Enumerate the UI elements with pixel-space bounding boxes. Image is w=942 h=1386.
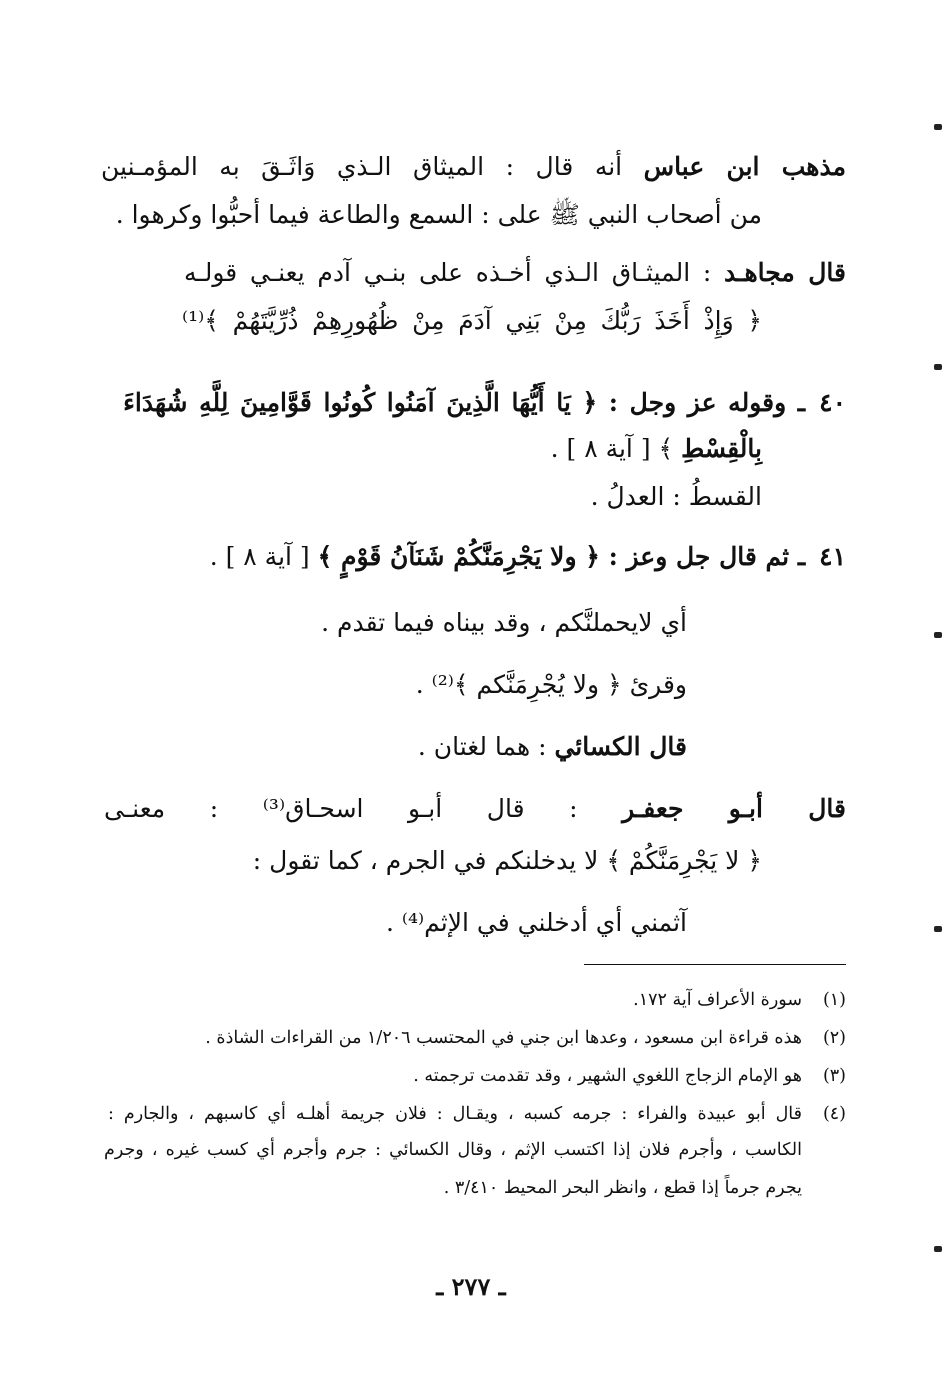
scan-edge-mark <box>934 364 942 370</box>
footnote-text: هذه قراءة ابن مسعود ، وعدها ابن جني في المحتسب ١/٢٠٦ من القراءات الشاذة . <box>205 1028 802 1048</box>
text-span: : قال أبـو اسحـاق⁽³⁾ : معنـى <box>104 794 623 823</box>
text-span: : الميثـاق الـذي أخـذه على بنـي آدم يعنـي قولـه <box>184 258 724 287</box>
footnote-1 <box>633 986 846 1014</box>
entry-41-line <box>210 538 846 576</box>
text-line-3 <box>184 254 846 292</box>
page-number: ـ ٢٧٧ ـ <box>436 1272 506 1301</box>
heading-mujahid: قال مجاهـد <box>724 258 846 287</box>
text-line-11 <box>418 728 687 766</box>
footnote-number: (٢) <box>822 1028 846 1048</box>
footnote-text: قال أبو عبيدة والفراء : جرمه كسبه ، ويقـال : فلان جريمة أهلـه أي كاسبهم ، والجارم : <box>108 1104 802 1124</box>
text-line-14: آثمني أي أدخلني في الإثم⁽⁴⁾ . <box>385 908 687 937</box>
scan-edge-mark <box>934 1246 942 1252</box>
text-line-10: وقرئ ﴿ ولا يُجْرِمَنَّكم ﴾⁽²⁾ . <box>415 670 687 699</box>
scan-edge-mark <box>934 632 942 638</box>
footnote-4-continued: الكاسب ، وأجرم فلان إذا اكتسب الإثم ، وقال الكسائي : جرم وأجرم أي كسب غيره ، وجرم <box>104 1140 802 1160</box>
entry-40-heading: ـ وقوله عز وجل : ﴿ يَا أَيُّهَا الَّذِينَ آمَنُوا كُونُوا قَوَّامِينَ لِلَّهِ شُهَدَاءَ <box>123 388 806 417</box>
footnote-text: هو الإمام الزجاج اللغوي الشهير ، وقد تقدمت ترجمته . <box>413 1066 802 1086</box>
entry-number-41: ٤١ <box>819 542 846 571</box>
text-line-2: من أصحاب النبي ﷺ على : السمع والطاعة فيما أحبُّوا وكرهوا . <box>115 200 762 229</box>
text-line-12 <box>104 790 846 828</box>
text-line-6 <box>551 430 762 468</box>
footnote-number: (٤) <box>822 1104 846 1124</box>
footnote-number: (١) <box>822 990 846 1010</box>
footnote-4-continued: يجرم جرماً إذا قطع ، وانظر البحر المحيط ٣/٤١٠ . <box>443 1178 802 1198</box>
entry-number-40: ٤٠ <box>819 388 846 417</box>
text-line-13: ﴿ لا يَجْرِمَنَّكُمْ ﴾ لا يدخلنكم في الجرم ، كما تقول : <box>252 846 762 875</box>
text-span: : هما لغتان . <box>417 732 555 761</box>
verse-reference: ﴾ [ آية ٨ ] . <box>550 434 682 463</box>
footnote-text: سورة الأعراف آية ١٧٢. <box>633 990 802 1010</box>
footnote-number: (٣) <box>822 1066 846 1086</box>
quran-word-bold: بِالْقِسْطِ <box>681 434 762 463</box>
text-line-9: أي لايحملنَّكم ، وقد بيناه فيما تقدم . <box>321 608 687 637</box>
heading-kisai: قال الكسائي <box>554 732 687 761</box>
footnote-2 <box>205 1024 846 1052</box>
entry-41-heading: ـ ثم قال جل وعز : ﴿ ولا يَجْرِمَنَّكُمْ شَنَآنُ قَوْمٍ ﴾ <box>317 542 806 571</box>
verse-reference: [ آية ٨ ] . <box>209 542 318 571</box>
footnote-divider <box>584 964 846 965</box>
scan-edge-mark <box>934 926 942 932</box>
quran-verse-line: ﴿ وَإِذْ أَخَذَ رَبُّكَ مِنْ بَنِي آدَمَ مِنْ ظُهُورِهِمْ ذُرِّيَّتَهُمْ ﴾⁽¹⁾ <box>182 306 762 335</box>
definition-line: القسطُ : العدلُ . <box>590 482 762 511</box>
heading-ibn-abbas: مذهب ابن عباس <box>643 152 846 181</box>
footnote-4 <box>104 1100 846 1128</box>
footnote-3 <box>413 1062 846 1090</box>
entry-40-line <box>101 384 846 422</box>
scan-edge-mark <box>934 124 942 130</box>
text-line-1 <box>101 148 846 186</box>
text-span: أنه قال : الميثاق الـذي وَاثَـقَ به المؤمـنين <box>101 152 644 181</box>
heading-abu-jafar: قال أبـو جعفـر <box>622 794 846 823</box>
